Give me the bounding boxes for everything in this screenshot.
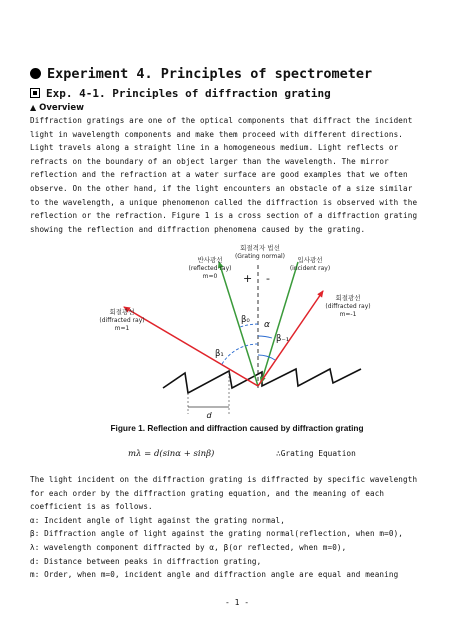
beta-m1-label: β₋₁ — [276, 334, 290, 344]
reflected-label-ko: 반사광선 — [197, 256, 223, 264]
paragraph-line: light in wavelength components and make them proceed with different directions. — [30, 129, 404, 139]
paragraph-line: to the wavelength, a unique phenomenon called the diffraction is observed with the — [30, 197, 418, 207]
paragraph-line: reflection and the refraction at a water surface are good examples that we often — [30, 170, 408, 180]
grating-equation: mλ = d(sinα + sinβ) — [128, 449, 215, 459]
normal-label-en: (Grating normal) — [234, 253, 286, 260]
beta0-label: β₀ — [241, 315, 250, 325]
grating-equation-label: ∴Grating Equation — [276, 449, 356, 458]
paragraph-line: coefficient is as follows. — [30, 502, 153, 512]
incident-label-en: (incident ray) — [289, 265, 331, 272]
heading-text: Experiment 4. Principles of spectrometer — [47, 66, 373, 82]
plus-sign: + — [243, 272, 253, 285]
paragraph-line: d: Distance between peaks in diffraction grating, — [30, 556, 262, 566]
paragraph-line: for each order by the diffraction grating equation, and the meaning of each — [30, 488, 385, 498]
diffracted-left-label-ko: 회절광선 — [109, 308, 135, 316]
reflected-order-label: m=0 — [202, 273, 218, 280]
paragraph-line: reflection or the refraction. Figure 1 is a cross section of a diffraction grating — [30, 211, 418, 221]
paragraph-line: The light incident on the diffraction grating is diffracted by specific wavelength — [30, 475, 418, 484]
coefficient-paragraph — [30, 473, 444, 582]
beta1-arc — [222, 344, 258, 364]
beta-m1-arc — [258, 355, 275, 360]
diffracted-right-order-label: m=-1 — [339, 311, 357, 318]
paragraph-line: Diffraction gratings are one of the optical components that diffract the incident — [30, 116, 413, 125]
diffracted-right-label-en: (diffracted ray) — [325, 303, 371, 310]
reflected-label-en: (reflected ray) — [188, 265, 232, 272]
subheading-text: Exp. 4-1. Principles of diffraction grating — [46, 87, 331, 100]
normal-label-ko: 회절격자 법선 — [240, 244, 280, 252]
alpha-arc — [258, 336, 272, 338]
paragraph-line: β: Diffraction angle of light against the grating normal(reflection, when m=0), — [30, 529, 404, 539]
page-number: - 1 - — [224, 598, 250, 607]
diffracted-right-label-ko: 회절광선 — [335, 294, 361, 302]
paragraph-line: α: Incident angle of light against the grating normal, — [30, 515, 285, 525]
paragraph-line: showing the reflection and diffraction phenomena caused by the grating. — [30, 224, 366, 234]
alpha-label: α — [264, 320, 270, 330]
minus-sign: - — [266, 272, 270, 285]
triangle-bullet-icon: ▲ — [30, 103, 37, 112]
paragraph-line: refracts on the boundary of an object larger than the wavelength. The mirror — [30, 156, 389, 166]
diffracted-left-label-en: (diffracted ray) — [99, 317, 145, 324]
paragraph-line: observe. On the other hand, if the light encounters an obstacle of a size similar — [30, 183, 413, 193]
incident-label-ko: 입사광선 — [297, 256, 323, 264]
d-label: d — [206, 411, 212, 420]
beta1-label: β₁ — [215, 349, 224, 359]
diffracted-left-order-label: m=1 — [114, 325, 130, 332]
section-text: Overview — [39, 103, 84, 113]
paragraph-line: λ: wavelength component diffracted by α, β(or reflected, when m=0), — [30, 542, 347, 552]
paragraph-line: m: Order, when m=0, incident angle and diffraction angle are equal and meaning — [30, 570, 399, 580]
figure-caption: Figure 1. Reflection and diffraction caused by diffraction grating — [110, 423, 364, 433]
paragraph-line: Light travels along a straight line in a homogeneous medium. Light reflects or — [30, 143, 399, 153]
